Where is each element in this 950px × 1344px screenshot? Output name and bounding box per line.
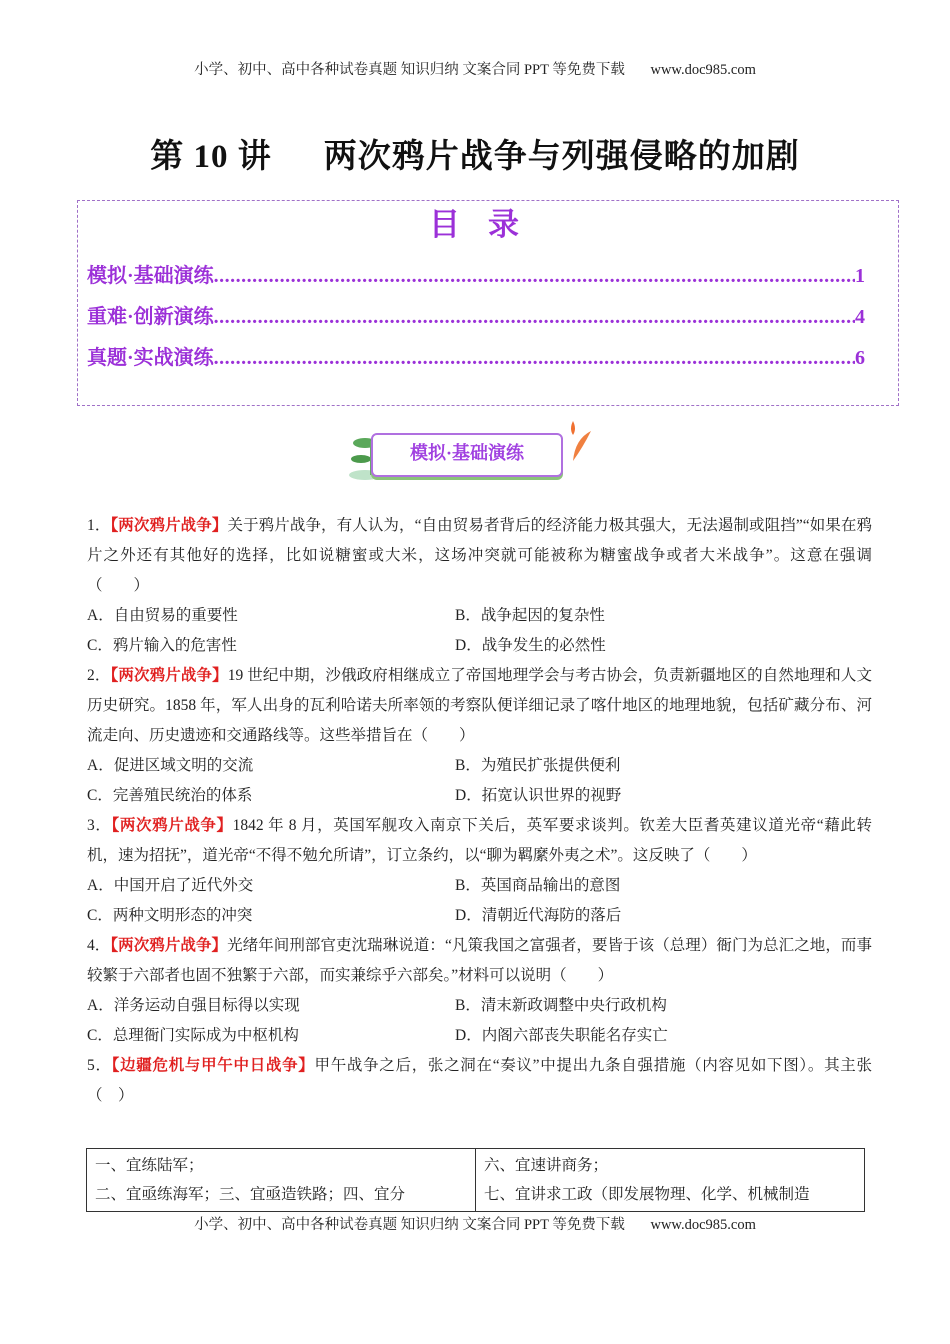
toc-item-page: 6 <box>855 347 865 369</box>
question-list <box>87 511 872 1111</box>
table-line: 一、宜练陆军； <box>95 1157 204 1174</box>
table-cell-left <box>87 1149 476 1212</box>
question-tag: 【两次鸦片战争】 <box>110 937 228 954</box>
question-1 <box>87 511 872 661</box>
page-header <box>0 58 950 79</box>
page-title <box>0 130 950 177</box>
question-3 <box>87 811 872 931</box>
question-number: 4． <box>87 937 111 954</box>
toc-item[interactable] <box>87 259 865 288</box>
toc-item[interactable] <box>87 300 865 329</box>
toc-leader <box>214 347 855 370</box>
option-a[interactable]: A．自由贸易的重要性 <box>87 607 238 624</box>
table-line: 七、宜讲求工政（即发展物理、化学、机械制造 <box>484 1186 810 1203</box>
page-footer <box>0 1213 950 1234</box>
question-stem <box>87 1051 872 1111</box>
table-line: 六、宜速讲商务； <box>484 1157 609 1174</box>
question-tag: 【两次鸦片战争】 <box>111 817 233 834</box>
toc-heading: 目录 <box>429 207 547 242</box>
footer-url[interactable]: www.doc985.com <box>650 1217 756 1233</box>
question-number: 5． <box>87 1057 112 1074</box>
option-c[interactable]: C．总理衙门实际成为中枢机构 <box>87 1027 299 1044</box>
option-b[interactable]: B．清末新政调整中央行政机构 <box>455 997 667 1014</box>
option-b[interactable]: B．英国商品输出的意图 <box>455 877 621 894</box>
question-number: 1． <box>87 517 111 534</box>
header-url[interactable]: www.doc985.com <box>650 62 756 78</box>
table-cell-right <box>476 1149 865 1212</box>
question-number: 2． <box>87 667 111 684</box>
option-b[interactable]: B．战争起因的复杂性 <box>455 607 605 624</box>
toc-item[interactable] <box>87 341 865 370</box>
question-text: 19 世纪中期，沙俄政府相继成立了帝国地理学会与考古协会，负责新疆地区的自然地理和人文历史研究。1858 年，军人出身的瓦利哈诺夫所率领的考察队便详细记录了喀什地区的地理地貌，包括矿藏分布、河流走向、历史遗迹和交通路线等。这些举措旨在（ ） <box>87 667 872 744</box>
option-a[interactable]: A．中国开启了近代外交 <box>87 877 254 894</box>
question-stem <box>87 511 872 601</box>
option-d[interactable]: D．战争发生的必然性 <box>455 637 606 654</box>
question-text: 甲午战争之后，张之洞在“奏议”中提出九条自强措施（内容见如下图）。其主张（ ） <box>87 1057 872 1104</box>
question-text: 1842 年 8 月，英国军舰攻入南京下关后，英军要求谈判。钦差大臣耆英建议道光帝“藉此转机，速为招抚”，道光帝“不得不勉允所请”，订立条约，以“聊为羁縻外夷之术”。这反映了（ ） <box>87 817 872 864</box>
question-tag: 【边疆危机与甲午中日战争】 <box>111 1057 315 1074</box>
question-tag: 【两次鸦片战争】 <box>110 517 228 534</box>
lecture-number: 第 10 讲 <box>150 139 272 175</box>
koi-fish-icon <box>563 421 595 465</box>
toc-item-page: 1 <box>855 265 865 287</box>
section-banner <box>345 425 595 483</box>
option-d[interactable]: D．内阁六部丧失职能名存实亡 <box>455 1027 668 1044</box>
question-2 <box>87 661 872 811</box>
question-stem <box>87 661 872 751</box>
question-4 <box>87 931 872 1051</box>
toc-item-page: 4 <box>855 306 865 328</box>
toc-item-label: 真题·实战演练 <box>87 347 214 369</box>
option-a[interactable]: A．促进区域文明的交流 <box>87 757 254 774</box>
toc-leader <box>214 306 855 329</box>
table-of-contents <box>77 200 899 406</box>
question-text: 光绪年间刑部官吏沈瑞琳说道：“凡策我国之富强者，要皆于该（总理）衙门为总汇之地，而事较繁于六部者也固不独繁于六部，而实兼综乎六部矣。”材料可以说明（ ） <box>87 937 872 984</box>
question-tag: 【两次鸦片战争】 <box>110 667 228 684</box>
banner-label: 模拟·基础演练 <box>409 443 524 463</box>
question-text: 关于鸦片战争，有人认为，“自由贸易者背后的经济能力极其强大，无法遏制或阻挡”“如果在鸦片之外还有其他好的选择，比如说糖蜜或大米，这场冲突就可能被称为糖蜜战争或者大米战争”。这意在强调（ ） <box>87 517 872 594</box>
footer-text: 小学、初中、高中各种试卷真题 知识归纳 文案合同 PPT 等免费下载 <box>194 1217 625 1233</box>
option-c[interactable]: C．鸦片输入的危害性 <box>87 637 237 654</box>
toc-item-label: 重难·创新演练 <box>87 306 214 328</box>
table-line: 二、宜亟练海军；三、宜亟造铁路；四、宜分 <box>95 1186 406 1203</box>
option-d[interactable]: D．拓宽认识世界的视野 <box>455 787 622 804</box>
option-d[interactable]: D．清朝近代海防的落后 <box>455 907 622 924</box>
question-5 <box>87 1051 872 1111</box>
measures-table <box>86 1148 865 1212</box>
toc-item-label: 模拟·基础演练 <box>87 265 214 287</box>
option-b[interactable]: B．为殖民扩张提供便利 <box>455 757 621 774</box>
header-text: 小学、初中、高中各种试卷真题 知识归纳 文案合同 PPT 等免费下载 <box>194 62 625 78</box>
toc-leader <box>214 265 855 288</box>
question-stem <box>87 931 872 991</box>
question-stem <box>87 811 872 871</box>
option-c[interactable]: C．两种文明形态的冲突 <box>87 907 253 924</box>
lecture-topic: 两次鸦片战争与列强侵略的加剧 <box>323 139 800 175</box>
question-number: 3． <box>87 817 112 834</box>
option-a[interactable]: A．洋务运动自强目标得以实现 <box>87 997 300 1014</box>
option-c[interactable]: C．完善殖民统治的体系 <box>87 787 253 804</box>
